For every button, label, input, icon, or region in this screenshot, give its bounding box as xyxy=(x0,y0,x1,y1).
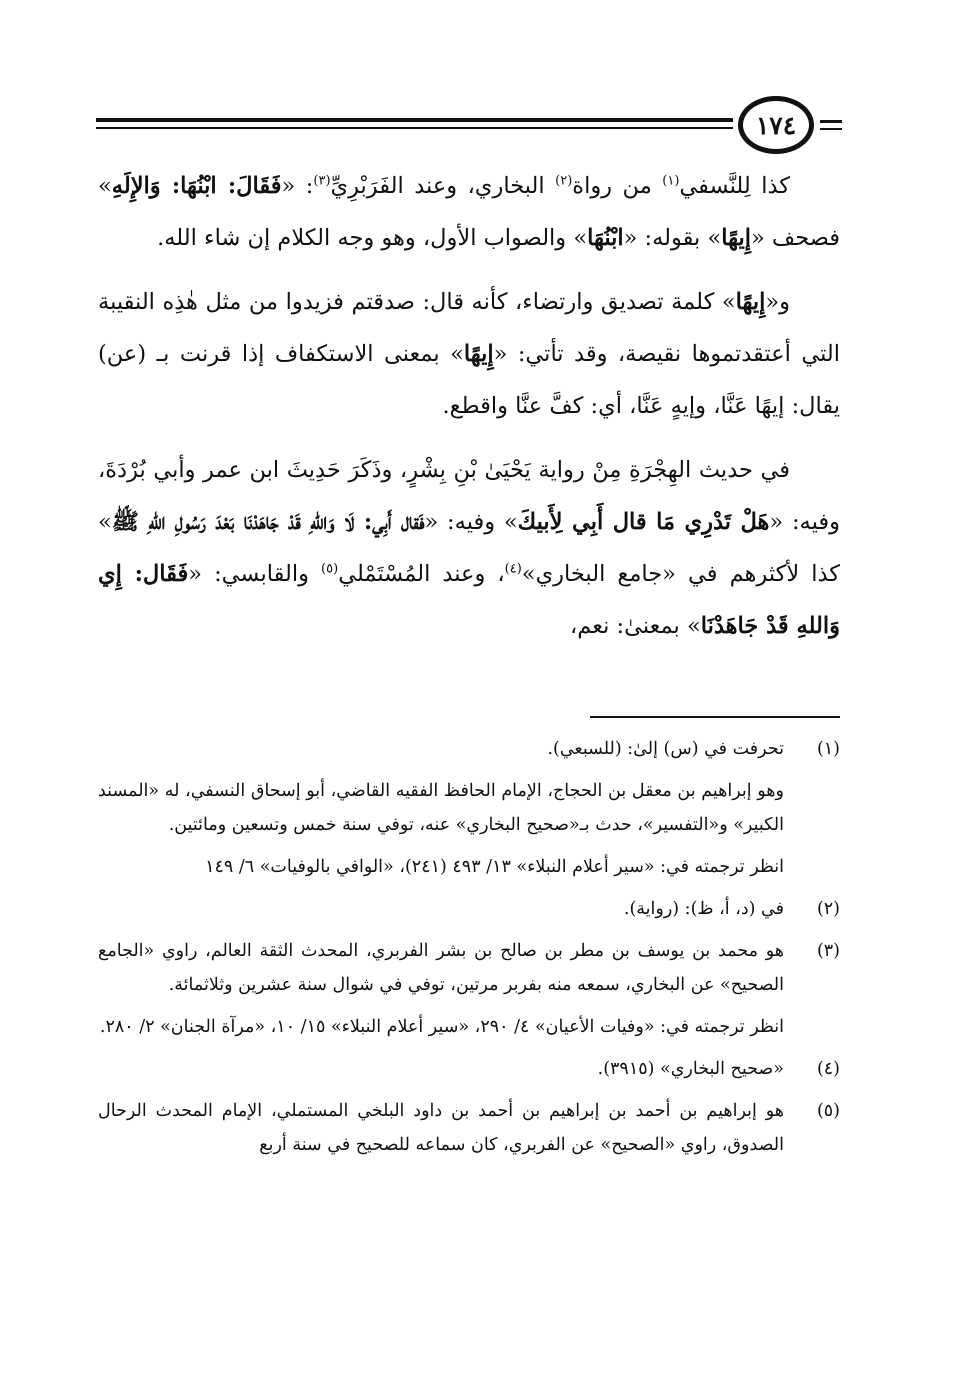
footnote-line: هو إبراهيم بن أحمد بن إبراهيم بن أحمد بن داود البلخي المستملي، الإمام المحدث الرحال الصدوق، راوي «الصحيح» عن الفربري، كان سماعه للصحيح في سنة أربع xyxy=(98,1101,784,1155)
text-run: » كذا لأكثرهم في «جامع البخاري» xyxy=(98,509,840,587)
footnote-5 xyxy=(98,1094,840,1170)
footnote-ref[interactable]: (٣) xyxy=(313,173,331,189)
text-run: ، وعند المُسْتَمْلي xyxy=(338,561,505,587)
footnote-body xyxy=(98,1052,784,1094)
footnotes xyxy=(98,732,840,1170)
header-rule-right-thin xyxy=(820,128,842,130)
footnote-separator xyxy=(590,716,840,718)
text-run: و« xyxy=(765,289,790,315)
footnote-number: (٥) xyxy=(816,1101,840,1121)
quoted-hadith-bold: فَقَالَ: ابْنُهَا: وَالإِلَهِ xyxy=(111,173,282,199)
header-rule-thin xyxy=(96,127,733,129)
text-run: » بقوله: « xyxy=(623,225,722,251)
footnote-4 xyxy=(98,1052,840,1094)
footnote-1 xyxy=(98,732,840,892)
text-run: كذا لِلنَّسفي xyxy=(679,173,790,199)
paragraph-2 xyxy=(98,276,840,432)
footnote-body xyxy=(98,1094,784,1170)
paragraph-1 xyxy=(98,160,840,264)
footnote-line: وهو إبراهيم بن معقل بن الحجاج، الإمام الحافظ الفقيه القاضي، أبو إسحاق النسفي، له «المسند الكبير» و«التفسير»، حدث بـ«صحيح البخاري» عنه، توفي سنة خمس وتسعين ومائتين. xyxy=(98,781,784,835)
footnote-line: في (د، أ، ظ): (رواية). xyxy=(623,899,784,919)
text-run: في حديث الهِجْرَةِ مِنْ رواية يَحْيَىٰ بْنِ بِشْرٍ، وذَكَرَ حَدِيثَ ابن عمر وأبي بُرْدَةَ، وفيه: « xyxy=(98,457,841,535)
footnote-line: انظر ترجمته في: «سير أعلام النبلاء» ١٣/ ٤٩٣ (٢٤١)، «الوافي بالوفيات» ٦/ ١٤٩ xyxy=(205,857,784,877)
quoted-word-bold: إِيهًا xyxy=(463,341,494,367)
footnote-number: (٣) xyxy=(816,941,840,961)
text-run: : « xyxy=(281,173,314,199)
footnote-ref[interactable]: (٥) xyxy=(321,561,339,577)
footnote-ref[interactable]: (١) xyxy=(662,173,680,189)
text-run: » بمعنى الاستكفاف إذا قرنت بـ (عن) يقال: إيهًا عَنَّا، وإيهٍ عَنَّا، أي: كفَّ عنَّا واقطع. xyxy=(98,341,840,419)
text-run: البخاري، وعند الفَرَبْرِيِّ xyxy=(330,173,556,199)
quoted-hadith-bold: فَقال أَبِي: لَا وَاللهِ قَدْ جَاهَدْنَا بَعْدَ رَسُولِ اللهِ ﷺ xyxy=(111,509,425,535)
footnote-body xyxy=(98,892,784,934)
text-run: والقابسي: « xyxy=(188,561,322,587)
header-rule-right xyxy=(820,120,842,123)
text-run: » كلمة تصديق وارتضاء، كأنه قال: صدقتم فزيدوا من مثل هٰذِه النقيبة التي أعتقدتموها نقيصة، وقد تأتي: « xyxy=(98,289,840,367)
quoted-hadith-bold: فَقَال: إِي وَاللهِ قَدْ جَاهَدْنَا xyxy=(98,561,840,639)
quoted-word-bold: إِيهًا xyxy=(735,289,766,315)
footnote-number: (٢) xyxy=(816,899,840,919)
footnote-body xyxy=(98,934,784,1052)
footnote-line: تحرفت في (س) إلىٰ: (للسبعي). xyxy=(547,739,784,759)
footnote-body xyxy=(98,732,784,892)
text-run: » والصواب الأول، وهو وجه الكلام إن شاء الله. xyxy=(157,225,588,251)
footnote-line: انظر ترجمته في: «وفيات الأعيان» ٤/ ٢٩٠، «سير أعلام النبلاء» ١٥/ ١٠، «مرآة الجنان» ٢/ ٢٨٠. xyxy=(99,1017,784,1037)
footnote-3 xyxy=(98,934,840,1052)
text-run: من رواة xyxy=(572,173,663,199)
footnote-2 xyxy=(98,892,840,934)
footnote-number: (٤) xyxy=(816,1059,840,1079)
main-text xyxy=(98,160,840,664)
page-number: ١٧٤ xyxy=(738,96,814,154)
paragraph-3 xyxy=(98,444,840,652)
text-run: » بمعنىٰ: نعم، xyxy=(570,613,701,639)
quoted-word-bold: ابْنُهَا xyxy=(587,225,624,251)
footnote-line: «صحيح البخاري» (٣٩١٥). xyxy=(597,1059,784,1079)
header-rule-thick xyxy=(96,118,733,122)
footnote-ref[interactable]: (٤) xyxy=(504,561,522,577)
quoted-hadith-bold: هَلْ تَدْرِي مَا قال أَبِي لِأَبيكَ xyxy=(517,509,770,535)
text-run: » وفيه: « xyxy=(424,509,518,535)
footnote-line: هو محمد بن يوسف بن مطر بن صالح بن بشر الفربري، المحدث الثقة العالم، راوي «الجامع الصحيح» عن البخاري، سمعه منه بفربر مرتين، توفي في شوال سنة عشرين وثلاثمائة. xyxy=(98,941,784,995)
quoted-word-bold: إِيهًا xyxy=(721,225,751,251)
text-run: » فصحف « xyxy=(98,173,840,251)
footnote-ref[interactable]: (٢) xyxy=(555,173,573,189)
footnote-number: (١) xyxy=(816,739,840,759)
